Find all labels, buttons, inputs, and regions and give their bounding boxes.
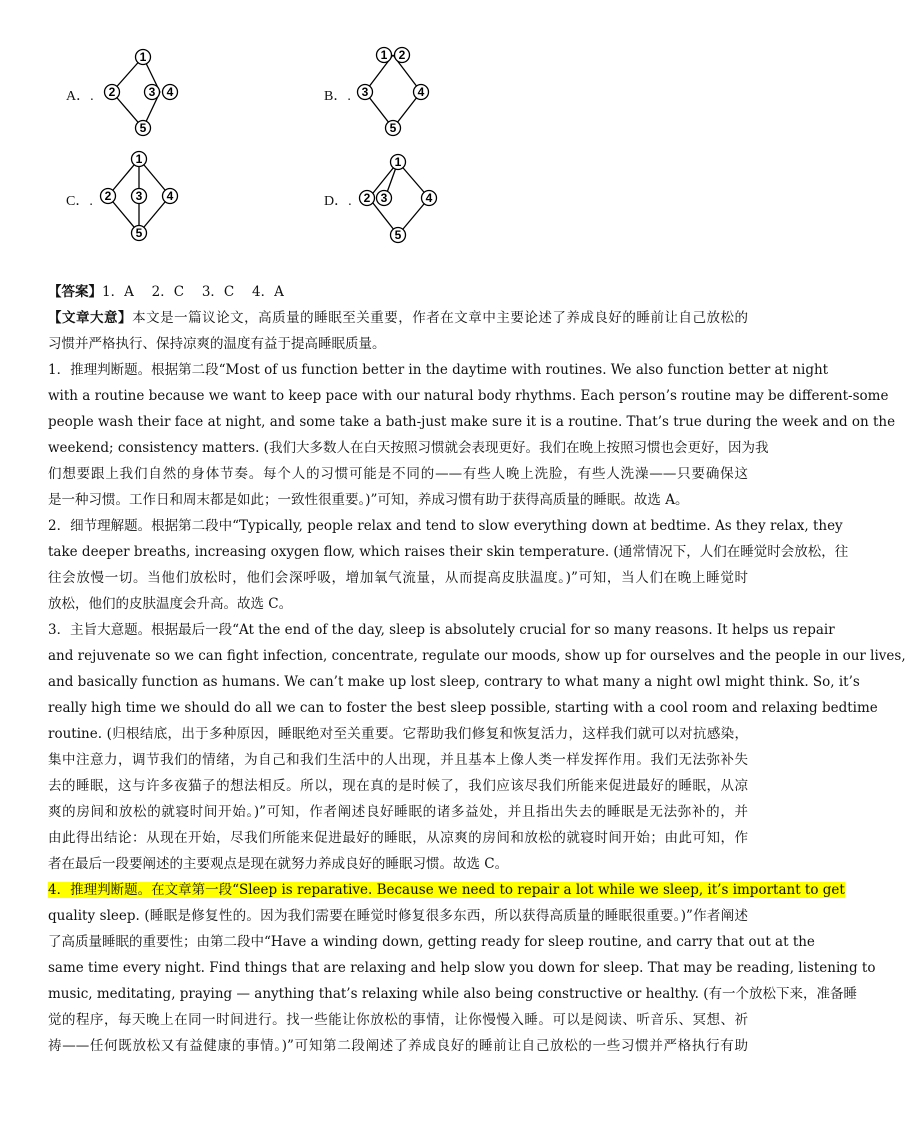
- svg-text:4: 4: [166, 85, 174, 99]
- q3-line: 者在最后一段要阐述的主要观点是现在就努力养成良好的睡眠习惯。故选 C。: [48, 856, 509, 872]
- q3-line: 集中注意力，调节我们的情绪，为自己和我们生活中的人出现，并且基本上像人类一样发挥作用。我们无法弥补失: [48, 752, 748, 768]
- node-1: [377, 48, 392, 63]
- svg-text:5: 5: [139, 121, 147, 135]
- q4-line: music, meditating, praying — anything that’s relaxing while also being constructive or healthy. (有一个放松下来，准备睡: [48, 986, 857, 1002]
- node-4: [414, 85, 429, 100]
- node-3: [377, 191, 392, 206]
- node-4: [163, 85, 178, 100]
- node-3: [132, 189, 147, 204]
- q1-line: people wash their face at night, and some take a bath-just make sure it is a routine. That’s true during the week and on the: [48, 414, 896, 430]
- q2-line: 往会放慢一切。当他们放松时，他们会深呼吸，增加氧气流量，从而提高皮肤温度。)”可知，当人们在晚上睡觉时: [48, 570, 748, 586]
- svg-text:2: 2: [363, 191, 371, 205]
- option-a-label: A．.: [66, 89, 94, 104]
- summary-tag: 【文章大意】: [48, 310, 133, 326]
- node-2: [105, 85, 120, 100]
- answer-tag: 【答案】: [48, 284, 102, 300]
- q3-line: 去的睡眠，这与许多夜猫子的想法相反。所以，现在真的是时候了，我们应该尽我们所能来促进最好的睡眠，从凉: [48, 778, 748, 794]
- svg-text:1: 1: [135, 152, 143, 166]
- option-c-label: C．.: [66, 194, 93, 209]
- node-2: [101, 189, 116, 204]
- option-d-diagram: [355, 150, 455, 245]
- svg-text:2: 2: [108, 85, 116, 99]
- node-3: [145, 85, 160, 100]
- svg-text:5: 5: [394, 228, 402, 242]
- answer-explanation: [48, 279, 906, 1059]
- svg-text:5: 5: [135, 226, 143, 240]
- q1-line: 们想要跟上我们自然的身体节奏。每个人的习惯可能是不同的——有些人晚上洗脸，有些人洗澡——只要确保这: [48, 466, 748, 482]
- svg-text:1: 1: [380, 48, 388, 62]
- node-4: [163, 189, 178, 204]
- svg-text:4: 4: [166, 189, 174, 203]
- svg-text:3: 3: [148, 85, 156, 99]
- node-2: [360, 191, 375, 206]
- node-4: [422, 191, 437, 206]
- svg-text:3: 3: [135, 189, 143, 203]
- node-5: [386, 121, 401, 136]
- q4-line: 觉的程序，每天晚上在同一时间进行。找一些能让你放松的事情，让你慢慢入睡。可以是阅读、听音乐、冥想、祈: [48, 1012, 748, 1028]
- q4-highlight-line: [48, 877, 845, 903]
- q3-line: really high time we should do all we can to foster the best sleep possible, starting with a cool room and relaxing bedtime: [48, 700, 878, 716]
- option-b-diagram: [355, 45, 455, 140]
- summary-line-1: 【文章大意】本文是一篇议论文，高质量的睡眠至关重要，作者在文章中主要论述了养成良好的睡前让自己放松的: [48, 310, 748, 326]
- svg-text:3: 3: [380, 191, 388, 205]
- highlighted-text: 4．推理判断题。在文章第一段“Sleep is reparative. Because we need to repair a lot while we sleep, it’s important to get: [48, 882, 845, 898]
- q3-line: routine. (归根结底，出于多种原因，睡眠绝对至关重要。它帮助我们修复和恢复活力，这样我们就可以对抗感染，: [48, 726, 748, 742]
- q3-line: 3．主旨大意题。根据最后一段“At the end of the day, sleep is absolutely crucial for so many reasons. It helps us repair: [48, 622, 835, 638]
- node-5: [136, 121, 151, 136]
- q1-line: weekend; consistency matters. (我们大多数人在白天按照习惯就会表现更好。我们在晚上按照习惯也会更好，因为我: [48, 440, 769, 456]
- svg-text:1: 1: [139, 50, 147, 64]
- svg-text:5: 5: [389, 121, 397, 135]
- node-5: [391, 228, 406, 243]
- svg-text:4: 4: [425, 191, 433, 205]
- q3-line: and basically function as humans. We can’t make up lost sleep, contrary to what many a night owl might think. So, it’s: [48, 674, 860, 690]
- q4-line: same time every night. Find things that are relaxing and help slow you down for sleep. That may be reading, listening to: [48, 960, 876, 976]
- q2-line: 放松，他们的皮肤温度会升高。故选 C。: [48, 596, 293, 612]
- q4-line: quality sleep. (睡眠是修复性的。因为我们需要在睡觉时修复很多东西，所以获得高质量的睡眠很重要。)”作者阐述: [48, 908, 748, 924]
- q2-line: 2．细节理解题。根据第二段中“Typically, people relax and tend to slow everything down at bedtime. As they relax, they: [48, 518, 843, 534]
- node-5: [132, 226, 147, 241]
- q4-line: 了高质量睡眠的重要性；由第二段中“Have a winding down, getting ready for sleep routine, and carry that out at the: [48, 934, 815, 950]
- q1-line: 是一种习惯。工作日和周末都是如此；一致性很重要。)”可知，养成习惯有助于获得高质量的睡眠。故选 A。: [48, 492, 689, 508]
- option-b-label: B．.: [324, 89, 351, 104]
- summary-line-2: 习惯并严格执行、保持凉爽的温度有益于提高睡眠质量。: [48, 336, 386, 352]
- node-1: [391, 155, 406, 170]
- option-c-diagram: [95, 150, 195, 245]
- svg-text:3: 3: [361, 85, 369, 99]
- node-1: [132, 152, 147, 167]
- node-2: [395, 48, 410, 63]
- q1-line: with a routine because we want to keep pace with our natural body rhythms. Each person’s routine may be different-some: [48, 388, 889, 404]
- answer-items: 1．A 2．C 3．C 4．A: [102, 284, 284, 300]
- q4-line: 祷——任何既放松又有益健康的事情。)”可知第二段阐述了养成良好的睡前让自己放松的一些习惯并严格执行有助: [48, 1038, 748, 1054]
- svg-text:2: 2: [398, 48, 406, 62]
- node-1: [136, 50, 151, 65]
- svg-text:4: 4: [417, 85, 425, 99]
- q3-line: 由此得出结论：从现在开始，尽我们所能来促进最好的睡眠，从凉爽的房间和放松的就寝时间开始；由此可知，作: [48, 830, 748, 846]
- node-3: [358, 85, 373, 100]
- q2-line: take deeper breaths, increasing oxygen flow, which raises their skin temperature. (通常情况下，人们在睡觉时会放松，往: [48, 544, 849, 560]
- q3-line: and rejuvenate so we can fight infection, concentrate, regulate our moods, show up for ourselves and the people in our lives,: [48, 648, 906, 664]
- option-a-diagram: [95, 45, 195, 140]
- q3-line: 爽的房间和放松的就寝时间开始。)”可知，作者阐述良好睡眠的诸多益处，并且指出失去的睡眠是无法弥补的，并: [48, 804, 748, 820]
- q1-line: 1．推理判断题。根据第二段“Most of us function better in the daytime with routines. We also function better at night: [48, 362, 829, 378]
- svg-text:2: 2: [104, 189, 112, 203]
- option-d-label: D．.: [324, 194, 352, 209]
- svg-text:1: 1: [394, 155, 402, 169]
- answer-line: [48, 279, 748, 305]
